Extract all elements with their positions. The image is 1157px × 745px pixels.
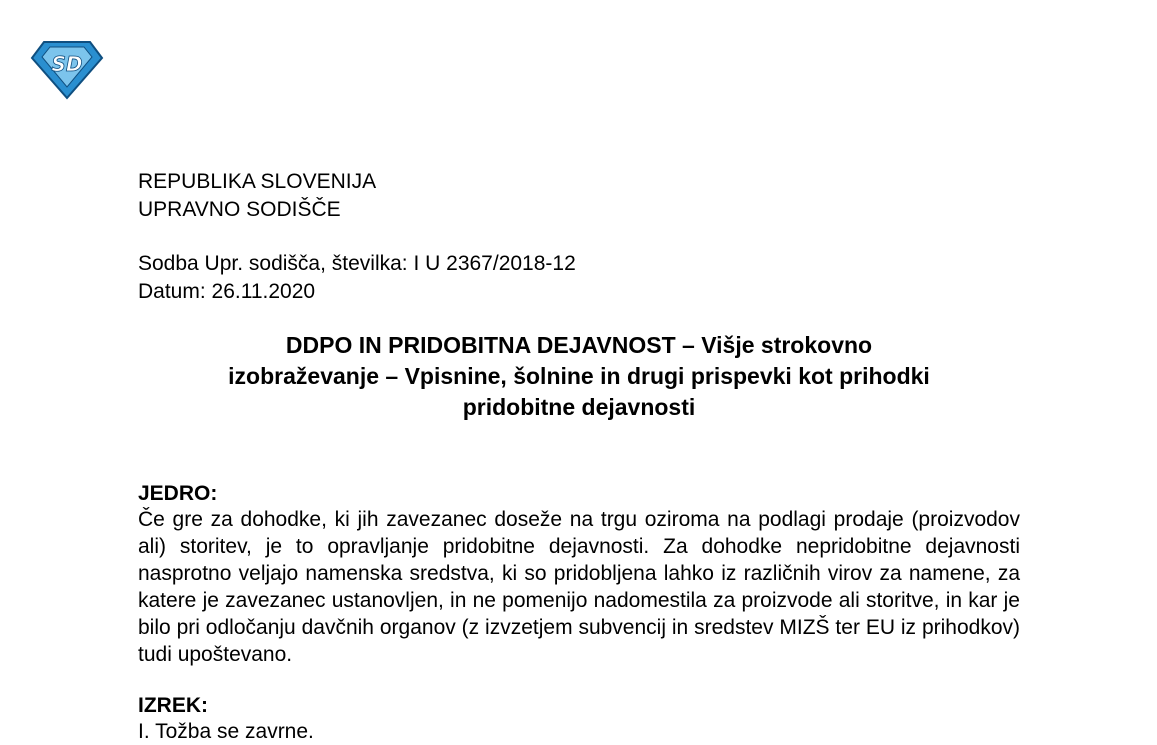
- judgment-date: Datum: 26.11.2020: [138, 280, 316, 303]
- svg-text:SD: SD: [51, 52, 83, 76]
- judgment-number: Sodba Upr. sodišča, številka: I U 2367/2018-12: [138, 252, 576, 275]
- document-title: [138, 330, 1020, 423]
- republic-name: REPUBLIKA SLOVENIJA: [138, 170, 377, 193]
- izrek-item-1: I. Tožba se zavrne.: [138, 720, 314, 743]
- case-reference: [138, 250, 576, 306]
- title-line-2: izobraževanje – Vpisnine, šolnine in drugi prispevki kot prihodki: [228, 363, 930, 389]
- court-name: UPRAVNO SODIŠČE: [138, 198, 341, 221]
- jedro-heading: JEDRO:: [138, 482, 218, 505]
- diamond-logo-icon: [30, 40, 104, 100]
- title-line-3: pridobitne dejavnosti: [462, 394, 696, 420]
- izrek-heading: IZREK:: [138, 694, 208, 717]
- court-header: [138, 168, 376, 224]
- jedro-paragraph: Če gre za dohodke, ki jih zavezanec dosežе na trgu oziroma na podlagi prodaje (proizvodov ali) storitev, je to opravljanje pridobitne dejavnosti. Za dohodke nepridobitne dejavnosti nasprotno veljajo namenska sredstva, ki so pridobljena lahko iz različnih virov za namene, za katere je zavezanec ustanovljen, in ne pomenijo nadomestila za proizvode ali storitve, in kar je bilo pri odločanju davčnih organov (z izvzetjem subvencij in sredstev MIZŠ ter EU iz prihodkov) tudi upoštevano.: [138, 508, 1020, 666]
- title-line-1: DDPO IN PRIDOBITNA DEJAVNOST – Višje strokovno: [285, 332, 873, 358]
- court-logo: [30, 40, 104, 100]
